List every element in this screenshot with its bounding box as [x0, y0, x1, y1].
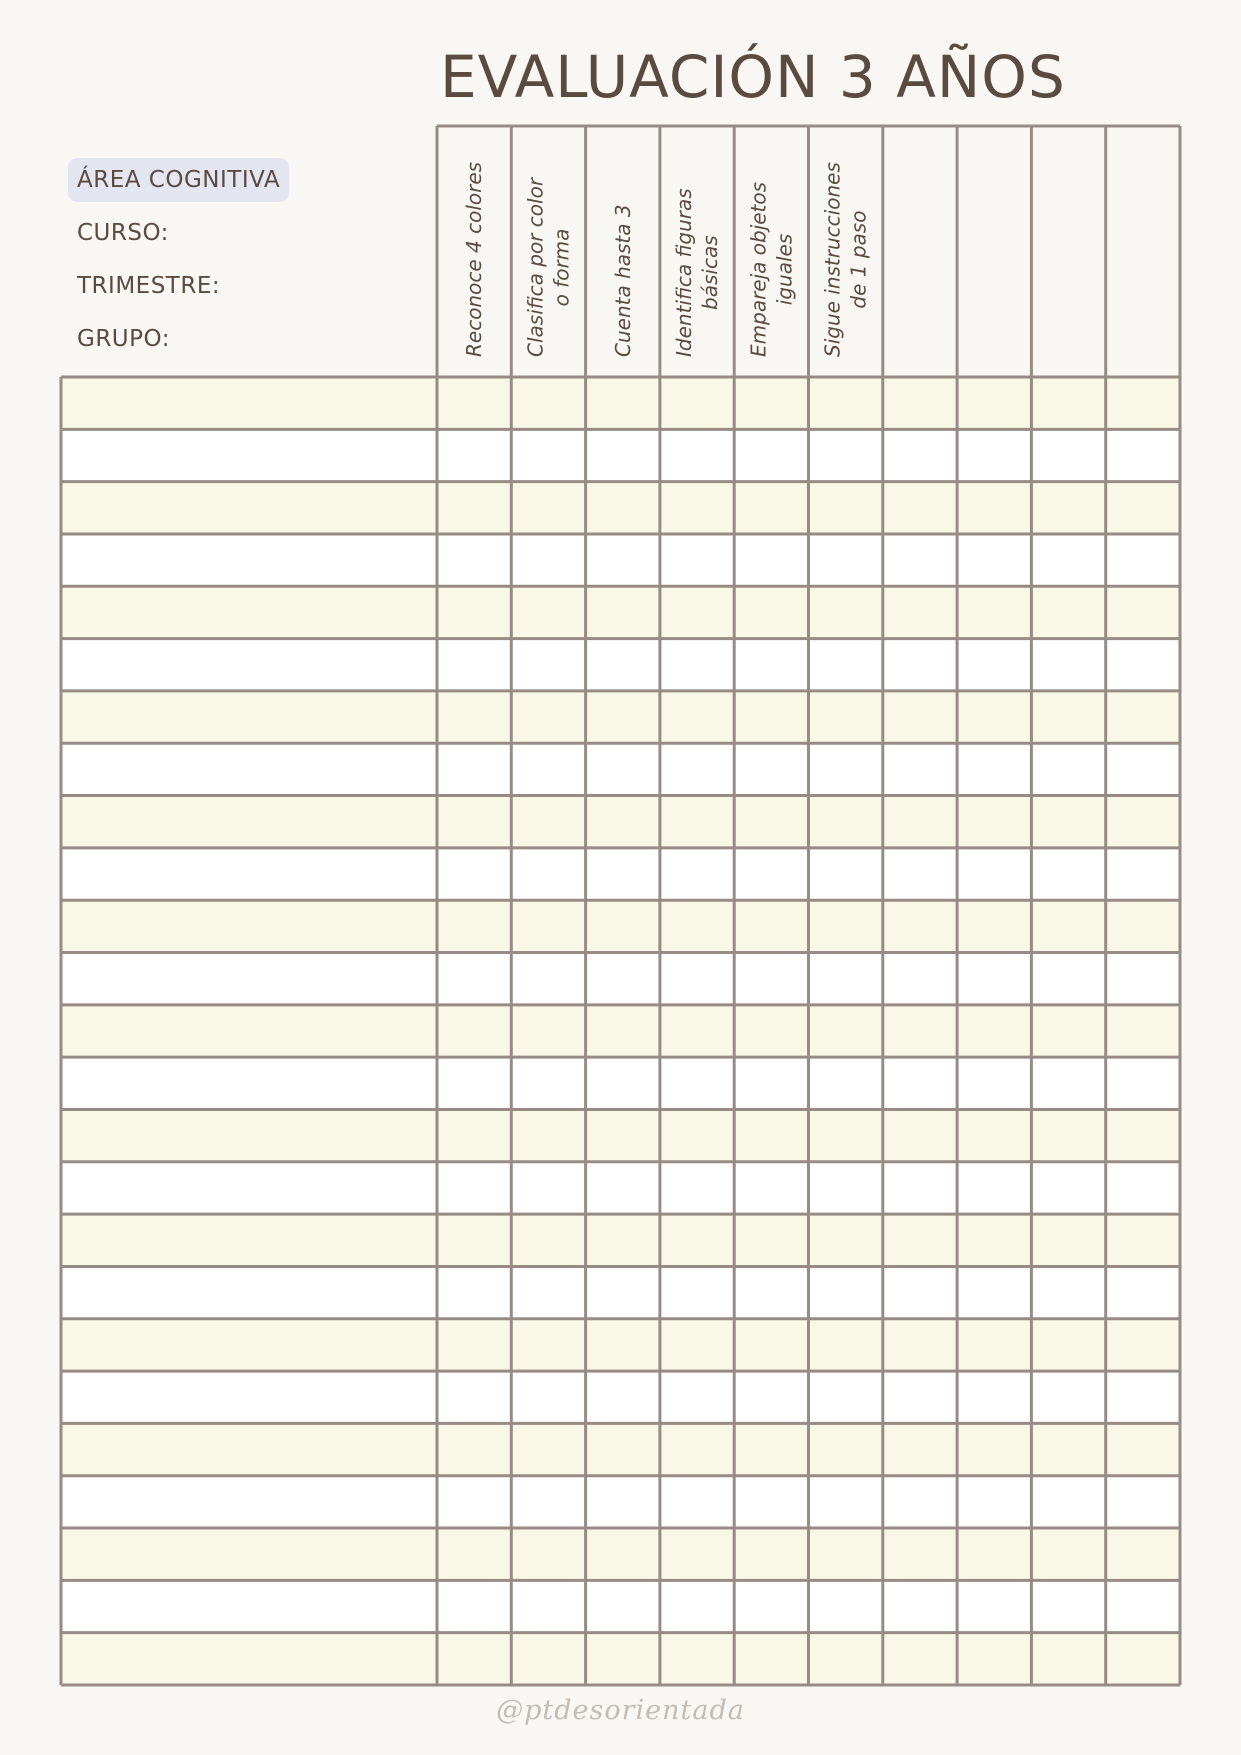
table-row[interactable] — [61, 1109, 1180, 1161]
table-row[interactable] — [61, 586, 1180, 638]
table-row[interactable] — [61, 900, 1180, 952]
column-header-text: Reconoce 4 colores — [462, 161, 487, 357]
table-row[interactable] — [61, 1633, 1180, 1685]
table-row[interactable] — [61, 1005, 1180, 1057]
footer-handle: @ptdesorientada — [496, 1695, 745, 1726]
table-row[interactable] — [61, 691, 1180, 743]
table-row[interactable] — [61, 1214, 1180, 1266]
table-row[interactable] — [61, 482, 1180, 534]
column-header-1 — [462, 162, 486, 357]
table-row[interactable] — [61, 1423, 1180, 1475]
table-row[interactable] — [61, 743, 1180, 795]
table-row[interactable] — [61, 534, 1180, 586]
table-row[interactable] — [61, 429, 1180, 481]
table-row[interactable] — [61, 953, 1180, 1005]
curso-label: CURSO: — [77, 220, 169, 246]
column-header-3 — [611, 204, 635, 357]
column-header-text: Identifica figuras — [672, 188, 697, 357]
table-row[interactable] — [61, 1476, 1180, 1528]
table-row[interactable] — [61, 377, 1180, 429]
trimestre-label: TRIMESTRE: — [77, 273, 221, 299]
table-row[interactable] — [61, 1057, 1180, 1109]
column-header-text: o forma — [549, 228, 574, 307]
column-header-text: de 1 paso — [846, 210, 871, 309]
table-row[interactable] — [61, 639, 1180, 691]
table-row[interactable] — [61, 1528, 1180, 1580]
table-row[interactable] — [61, 1319, 1180, 1371]
table-row[interactable] — [61, 848, 1180, 900]
column-header-text: Cuenta hasta 3 — [610, 204, 635, 357]
table-row[interactable] — [61, 1162, 1180, 1214]
table-row[interactable] — [61, 1266, 1180, 1318]
table-row[interactable] — [61, 796, 1180, 848]
table-row[interactable] — [61, 1371, 1180, 1423]
area-badge: ÁREA COGNITIVA — [68, 158, 289, 202]
column-header-text: Empareja objetos — [746, 181, 771, 357]
column-header-text: Sigue instrucciones — [820, 162, 845, 357]
column-header-text: Clasifica por color — [523, 177, 548, 357]
column-header-text: básicas — [698, 235, 723, 310]
page-title: EVALUACIÓN 3 AÑOS — [440, 43, 1066, 111]
column-header-text: iguales — [772, 233, 797, 306]
grupo-label: GRUPO: — [77, 326, 170, 352]
table-row[interactable] — [61, 1580, 1180, 1632]
